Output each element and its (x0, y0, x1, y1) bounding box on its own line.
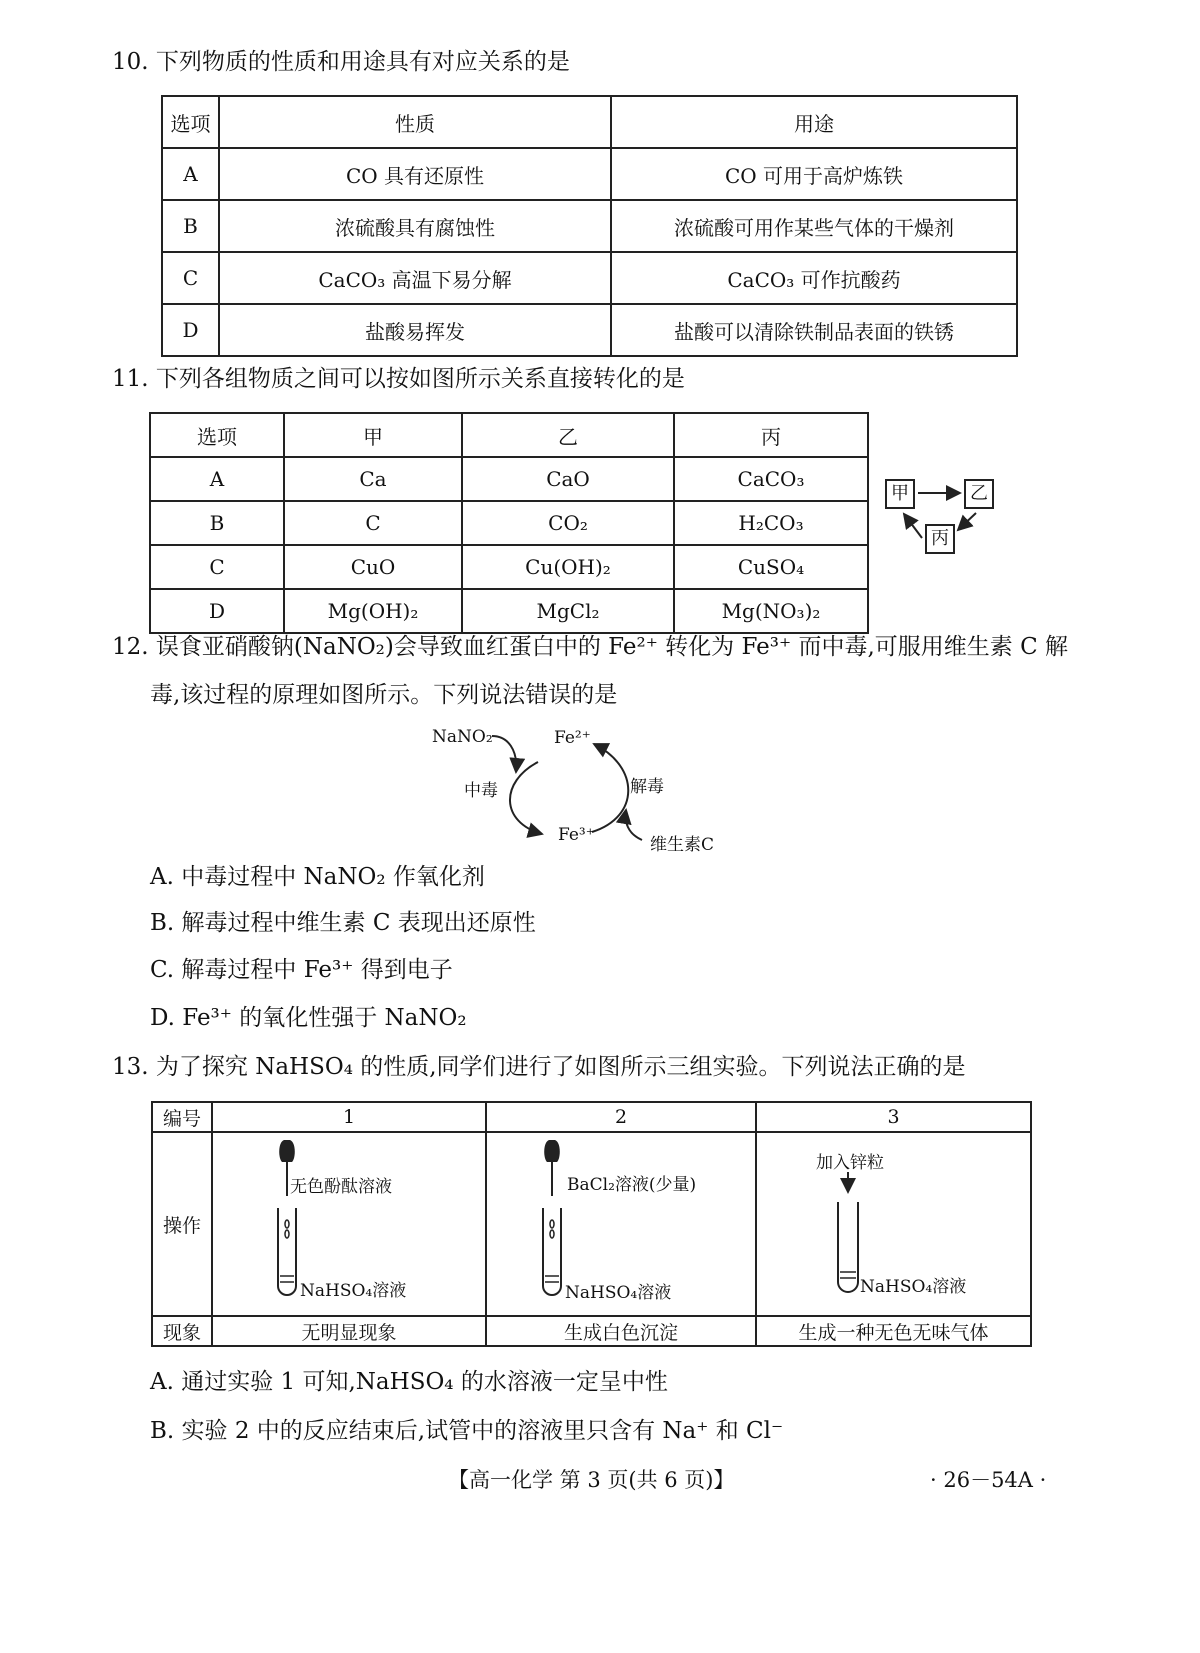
q12-stem-line2: 毒,该过程的原理如图所示。下列说法错误的是 (150, 682, 618, 708)
table-row (152, 1102, 1031, 1132)
table-cell: CaCO₃ 可作抗酸药 (611, 252, 1017, 304)
table-cell: CaCO₃ (674, 457, 868, 501)
q11-table (149, 412, 869, 634)
node-yi: 乙 (964, 479, 994, 509)
table-cell: MgCl₂ (462, 589, 674, 633)
table-cell: D (150, 589, 284, 633)
table-cell: C (284, 501, 462, 545)
solution-label-2: NaHSO₄溶液 (565, 1283, 672, 1303)
table-row (162, 96, 1017, 148)
table-row (162, 200, 1017, 252)
table-cell: H₂CO₃ (674, 501, 868, 545)
table-cell: C (162, 252, 219, 304)
table-cell: 盐酸易挥发 (219, 304, 611, 356)
reagent-label-1: 无色酚酞溶液 (290, 1177, 392, 1197)
table-cell: C (150, 545, 284, 589)
label-vitc: 维生素C (650, 835, 715, 855)
header-cell: 选项 (162, 96, 219, 148)
row-label: 现象 (152, 1316, 212, 1346)
table-cell: D (162, 304, 219, 356)
diagram-arrows (880, 470, 1010, 565)
table-row (162, 148, 1017, 200)
reagent-label-2: BaCl₂溶液(少量) (567, 1175, 697, 1195)
q13-stem: 13. 为了探究 NaHSO₄ 的性质,同学们进行了如图所示三组实验。下列说法正确的是 (112, 1054, 966, 1080)
table-cell: CuSO₄ (674, 545, 868, 589)
table-cell: Mg(NO₃)₂ (674, 589, 868, 633)
table-cell: CaO (462, 457, 674, 501)
label-fe2: Fe²⁺ (554, 728, 591, 748)
table-row (162, 252, 1017, 304)
node-bing: 丙 (925, 524, 955, 554)
header-cell: 选项 (150, 413, 284, 457)
row-label: 操作 (152, 1132, 212, 1316)
table-row (150, 545, 868, 589)
table-cell: 生成白色沉淀 (486, 1316, 756, 1346)
q12-option-d: D. Fe³⁺ 的氧化性强于 NaNO₂ (150, 1005, 467, 1031)
table-row (162, 304, 1017, 356)
table-cell: CO 可用于高炉炼铁 (611, 148, 1017, 200)
q10-table (161, 95, 1018, 357)
q10-stem: 10. 下列物质的性质和用途具有对应关系的是 (112, 49, 570, 75)
table-row (150, 501, 868, 545)
table-row (150, 413, 868, 457)
header-cell: 1 (212, 1102, 486, 1132)
table-cell: A (162, 148, 219, 200)
q13-option-b: B. 实验 2 中的反应结束后,试管中的溶液里只含有 Na⁺ 和 Cl⁻ (150, 1418, 784, 1444)
solution-label-1: NaHSO₄溶液 (300, 1281, 407, 1301)
label-fe3: Fe³⁺ (558, 825, 595, 845)
header-cell: 乙 (462, 413, 674, 457)
reagent-label-3: 加入锌粒 (816, 1153, 884, 1173)
table-cell: CuO (284, 545, 462, 589)
q13-option-a: A. 通过实验 1 可知,NaHSO₄ 的水溶液一定呈中性 (150, 1369, 668, 1395)
page-footer-center: 【高一化学 第 3 页(共 6 页)】 (448, 1468, 735, 1492)
table-cell: 无明显现象 (212, 1316, 486, 1346)
header-cell: 3 (756, 1102, 1031, 1132)
table-cell: 浓硫酸具有腐蚀性 (219, 200, 611, 252)
q12-option-a: A. 中毒过程中 NaNO₂ 作氧化剂 (150, 864, 485, 890)
table-cell: Mg(OH)₂ (284, 589, 462, 633)
header-cell: 丙 (674, 413, 868, 457)
table-cell: B (162, 200, 219, 252)
header-cell: 甲 (284, 413, 462, 457)
header-cell: 编号 (152, 1102, 212, 1132)
table-cell: A (150, 457, 284, 501)
table-cell: Ca (284, 457, 462, 501)
table-cell: CaCO₃ 高温下易分解 (219, 252, 611, 304)
table-row (150, 457, 868, 501)
q12-option-b: B. 解毒过程中维生素 C 表现出还原性 (150, 910, 536, 936)
table-cell: CO 具有还原性 (219, 148, 611, 200)
solution-label-3: NaHSO₄溶液 (860, 1277, 967, 1297)
label-poison: 中毒 (464, 781, 498, 801)
header-cell: 性质 (219, 96, 611, 148)
page-footer-code: · 26－54A · (930, 1468, 1047, 1492)
table-cell: Cu(OH)₂ (462, 545, 674, 589)
q11-stem: 11. 下列各组物质之间可以按如图所示关系直接转化的是 (112, 366, 685, 392)
table-row (152, 1316, 1031, 1346)
table-cell: CO₂ (462, 501, 674, 545)
table-cell: B (150, 501, 284, 545)
q12-stem-line1: 12. 误食亚硝酸钠(NaNO₂)会导致血红蛋白中的 Fe²⁺ 转化为 Fe³⁺ 而中毒,可服用维生素 C 解 (112, 634, 1068, 660)
header-cell: 用途 (611, 96, 1017, 148)
table-row (150, 589, 868, 633)
label-nano2: NaNO₂ (432, 727, 493, 747)
node-jia: 甲 (885, 479, 915, 509)
table-cell: 生成一种无色无味气体 (756, 1316, 1031, 1346)
q12-option-c: C. 解毒过程中 Fe³⁺ 得到电子 (150, 957, 453, 983)
label-detox: 解毒 (630, 777, 664, 797)
table-cell: 浓硫酸可用作某些气体的干燥剂 (611, 200, 1017, 252)
header-cell: 2 (486, 1102, 756, 1132)
table-cell: 盐酸可以清除铁制品表面的铁锈 (611, 304, 1017, 356)
